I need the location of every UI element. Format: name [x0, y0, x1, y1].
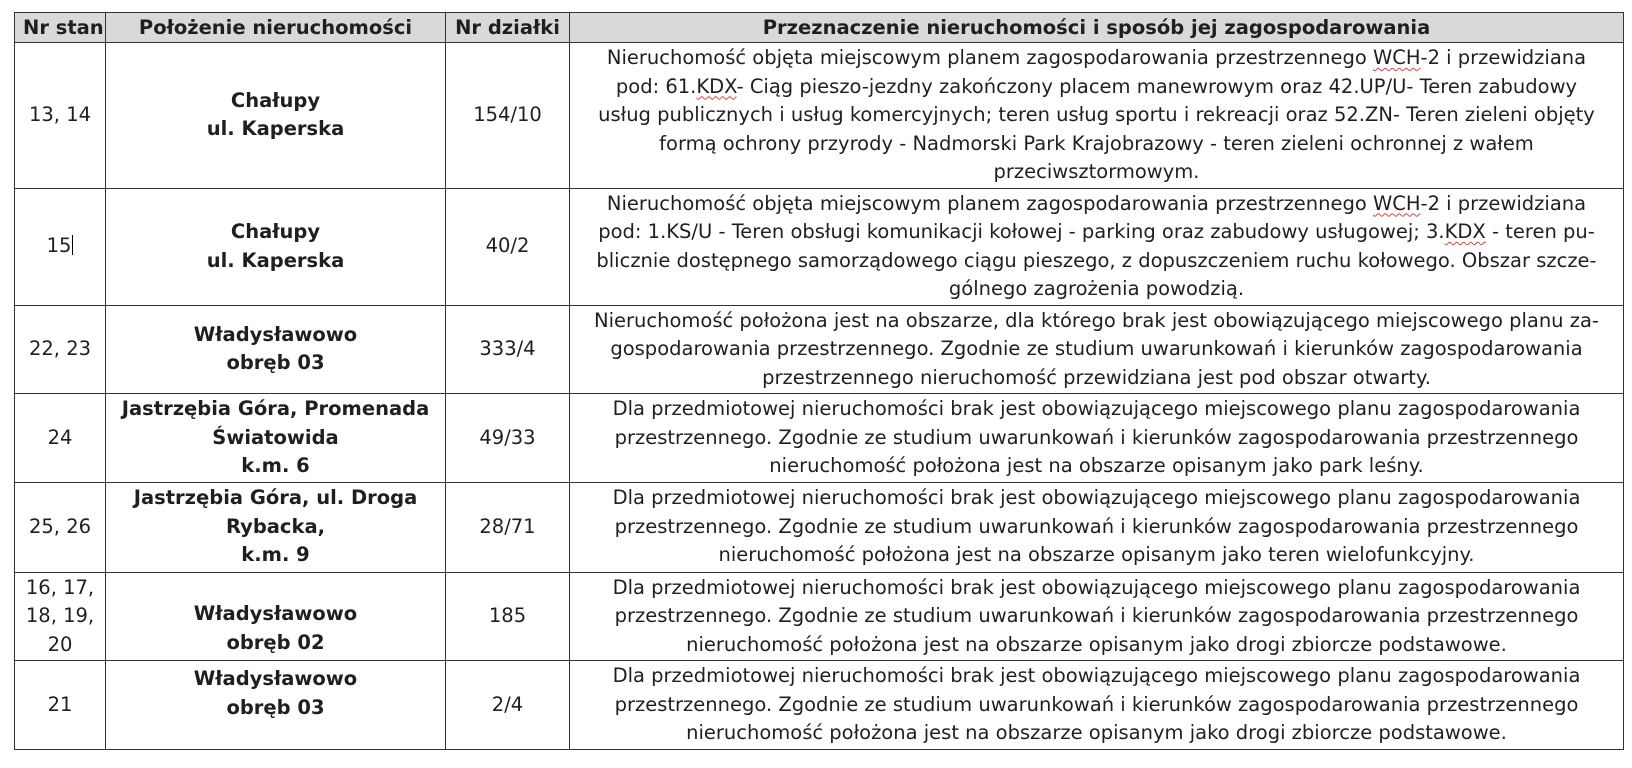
cell-description[interactable] — [570, 394, 1624, 483]
cell-nr-text: 15 — [46, 234, 72, 258]
description-line: przestrzennego. Zgodnie ze studium uwarunkowań i kierunków zagospodarowania przestrzennego — [614, 692, 1579, 716]
table-header-row — [15, 13, 1624, 43]
property-table — [14, 12, 1624, 750]
cell-nr[interactable] — [15, 572, 106, 661]
location-line: Rybacka, — [225, 514, 326, 538]
location-line: k.m. 6 — [241, 454, 310, 477]
cell-nr[interactable]: 22, 23 — [15, 305, 106, 394]
cell-description[interactable] — [570, 188, 1624, 305]
description-line: Nieruchomość objęta miejscowym planem zagospodarowania przestrzennego WCH-2 i przewidziana — [606, 191, 1587, 215]
description-line: nieruchomość położona jest na obszarze opisanym jako teren wielofunkcyjny. — [718, 543, 1475, 567]
cell-description[interactable] — [570, 482, 1624, 572]
text-cursor — [72, 235, 73, 255]
location-line: Chałupy — [230, 88, 321, 112]
cell-dzialka[interactable]: 49/33 — [446, 394, 570, 483]
location-line: Jastrzębia Góra, Promenada — [121, 397, 430, 420]
description-line: usług publicznych i usług komercyjnych; teren usług sportu i rekreacji oraz 52.ZN- Teren zieleni objęty — [598, 103, 1595, 126]
description-line: przestrzennego. Zgodnie ze studium uwarunkowań i kierunków zagospodarowania przestrzennego — [614, 514, 1579, 538]
cell-nr-line: 16, 17, — [25, 575, 95, 599]
cell-location[interactable] — [106, 394, 446, 483]
description-line: Dla przedmiotowej nieruchomości brak jest obowiązującego miejscowego planu zagospodarowania — [612, 664, 1581, 687]
description-line: nieruchomość położona jest na obszarze opisanym jako drogi zbiorcze podstawowe. — [686, 721, 1507, 744]
cell-description[interactable] — [570, 661, 1624, 750]
cell-dzialka[interactable]: 154/10 — [446, 43, 570, 189]
cell-location[interactable] — [106, 305, 446, 394]
header-przeznaczenie: Przeznaczenie nieruchomości i sposób jej zagospodarowania — [570, 13, 1624, 43]
cell-nr[interactable]: 21 — [15, 661, 106, 750]
description-line: Dla przedmiotowej nieruchomości brak jest obowiązującego miejscowego planu zagospodarowania — [612, 575, 1581, 599]
cell-dzialka[interactable]: 28/71 — [446, 482, 570, 572]
cell-nr[interactable]: 25, 26 — [15, 482, 106, 572]
spellcheck-mark: WCH — [1372, 46, 1421, 69]
header-nr-dzialki: Nr działki — [446, 13, 570, 43]
location-line: Światowida — [212, 425, 339, 449]
location-line: ul. Kaperska — [206, 117, 345, 141]
description-line: Nieruchomość objęta miejscowym planem zagospodarowania przestrzennego WCH-2 i przewidziana — [606, 46, 1587, 69]
cell-dzialka[interactable]: 333/4 — [446, 305, 570, 394]
description-line: pod: 1.KS/U - Teren obsługi komunikacji kołowej - parking oraz zabudowy usługowej; 3.KDX - teren pu- — [598, 220, 1595, 243]
spellcheck-mark: KDX — [1444, 220, 1486, 243]
location-line: Władysławowo — [193, 602, 358, 626]
location-line: Władysławowo — [193, 322, 358, 346]
description-line: przestrzennego. Zgodnie ze studium uwarunkowań i kierunków zagospodarowania przestrzennego — [614, 604, 1579, 627]
table-row — [15, 43, 1624, 189]
spellcheck-mark: KDX — [696, 74, 737, 98]
description-line: formą ochrony przyrody - Nadmorski Park Krajobrazowy - teren zieleni ochronnej z wałem — [659, 131, 1534, 155]
cell-nr-line: 20 — [47, 632, 73, 656]
cell-location[interactable] — [106, 482, 446, 572]
cell-location[interactable] — [106, 661, 446, 750]
description-line: nieruchomość położona jest na obszarze opisanym jako drogi zbiorcze podstawowe. — [686, 632, 1507, 656]
cell-description[interactable] — [570, 572, 1624, 661]
table-row — [15, 482, 1624, 572]
description-line: nieruchomość położona jest na obszarze opisanym jako park leśny. — [769, 454, 1424, 477]
location-line: Jastrzębia Góra, ul. Droga — [133, 486, 418, 510]
table-row — [15, 394, 1624, 483]
table-row — [15, 661, 1624, 750]
cell-location[interactable] — [106, 43, 446, 189]
description-line: Dla przedmiotowej nieruchomości brak jest obowiązującego miejscowego planu zagospodarowania — [612, 486, 1581, 510]
cell-nr-line: 18, 19, — [25, 604, 95, 627]
description-line: przestrzennego nieruchomość przewidziana jest pod obszar otwarty. — [762, 365, 1431, 389]
cell-description[interactable] — [570, 43, 1624, 189]
location-line: ul. Kaperska — [206, 248, 345, 272]
description-line: pod: 61.KDX- Ciąg pieszo-jezdny zakończony placem manewrowym oraz 42.UP/U- Teren zabudowy — [615, 74, 1578, 98]
cell-nr[interactable]: 13, 14 — [15, 43, 106, 189]
cell-nr[interactable]: 24 — [15, 394, 106, 483]
cell-dzialka[interactable]: 185 — [446, 572, 570, 661]
description-line: blicznie dostępnego samorządowego ciągu pieszego, z dopuszczeniem ruchu kołowego. Obszar szcze- — [596, 248, 1597, 272]
location-line: k.m. 9 — [241, 543, 310, 567]
description-line: gólnego zagrożenia powodzią. — [948, 277, 1245, 300]
location-line: Władysławowo — [193, 667, 358, 690]
table-row — [15, 572, 1624, 661]
table-row — [15, 305, 1624, 394]
cell-description[interactable] — [570, 305, 1624, 394]
description-line: Nieruchomość położona jest na obszarze, dla którego brak jest obowiązującego miejscowego planu za- — [594, 308, 1599, 332]
description-line: Dla przedmiotowej nieruchomości brak jest obowiązującego miejscowego planu zagospodarowania — [612, 397, 1581, 420]
location-line: obręb 03 — [226, 695, 325, 719]
header-polozenie: Położenie nieruchomości — [106, 13, 446, 43]
spellcheck-mark: WCH — [1372, 191, 1421, 215]
table-row — [15, 188, 1624, 305]
location-line: obręb 02 — [226, 630, 325, 654]
description-line: przeciwsztormowym. — [993, 160, 1200, 183]
cell-nr[interactable] — [15, 188, 106, 305]
cell-location[interactable] — [106, 188, 446, 305]
cell-dzialka[interactable]: 2/4 — [446, 661, 570, 750]
header-nr-stan: Nr stan — [15, 13, 106, 43]
location-line: Chałupy — [230, 220, 321, 243]
location-line: obręb 03 — [226, 351, 325, 375]
cell-dzialka[interactable]: 40/2 — [446, 188, 570, 305]
description-line: przestrzennego. Zgodnie ze studium uwarunkowań i kierunków zagospodarowania przestrzennego — [614, 425, 1579, 449]
description-line: gospodarowania przestrzennego. Zgodnie ze studium uwarunkowań i kierunków zagospodarowania — [610, 337, 1583, 360]
cell-location[interactable] — [106, 572, 446, 661]
